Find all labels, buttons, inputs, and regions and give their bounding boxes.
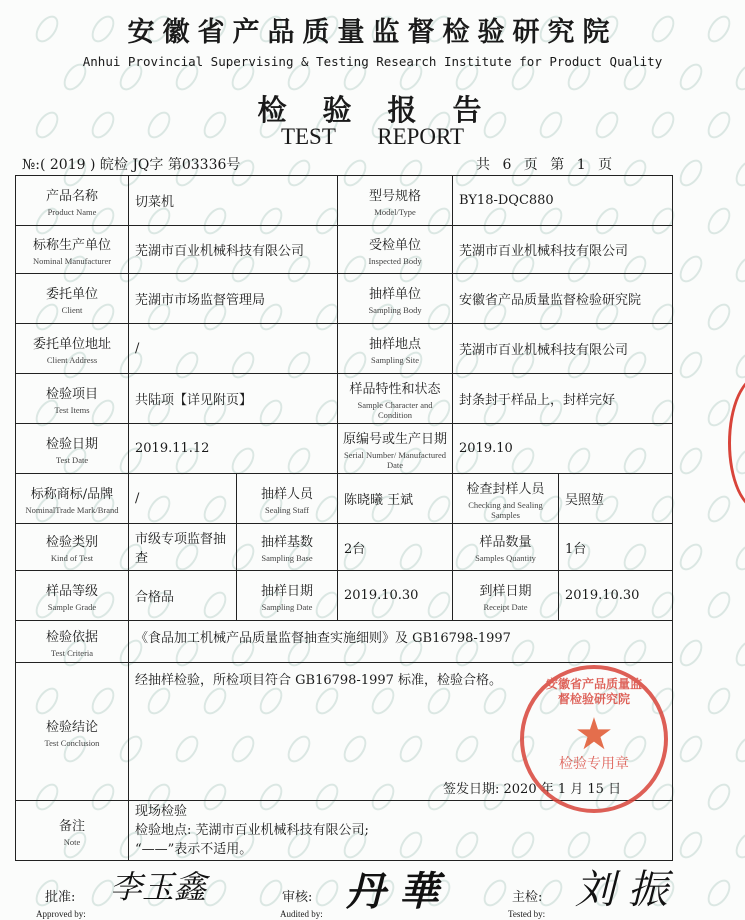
- report-title-cn: 检验报告: [257, 93, 518, 127]
- note-line: 检验地点: 芜湖市百业机械科技有限公司;: [135, 823, 369, 838]
- table-row: [16, 621, 673, 663]
- model-label: 型号规格 Model/Type: [338, 176, 453, 226]
- watermark-mark: [731, 540, 745, 575]
- checking-label: 检查封样人员 Checking and Sealing Samples: [453, 474, 559, 524]
- table-row: [16, 324, 673, 374]
- sampling-date-label: 抽样日期 Sampling Date: [237, 571, 338, 621]
- serial-value: 2019.10: [453, 424, 673, 474]
- criteria-value: 《食品加工机械产品质量监督抽查实施细则》及 GB16798-1997: [129, 621, 673, 663]
- watermark-mark: [675, 444, 707, 479]
- sealing-staff-value: 陈晓曦 王斌: [338, 474, 453, 524]
- side-seal-fragment: [728, 375, 745, 511]
- receipt-date-label: 到样日期 Receipt Date: [453, 571, 559, 621]
- watermark-mark: [703, 780, 735, 815]
- org-name-en: Anhui Provincial Supervising & Testing Research Institute for Product Quality: [82, 54, 663, 69]
- model-value: BY18-DQC880: [453, 176, 673, 226]
- test-items-value: 共陆项【详见附页】: [129, 374, 338, 424]
- sampling-date-value: 2019.10.30: [338, 571, 453, 621]
- report-title-en: TEST REPORT: [280, 124, 465, 149]
- approved-label-en: Approved by:: [36, 909, 86, 919]
- product-name-value: 切菜机: [129, 176, 338, 226]
- watermark-mark: [731, 348, 745, 383]
- watermark-mark: [311, 876, 343, 911]
- watermark-mark: [703, 588, 735, 623]
- sampling-base-label: 抽样基数 Sampling Base: [237, 524, 338, 571]
- kind-label: 检验类别 Kind of Test: [16, 524, 129, 571]
- table-row: [16, 524, 673, 571]
- report-number: №:( 2019 ) 皖检 JQ字 第03336号: [22, 157, 241, 173]
- note-line: “——”表示不适用。: [135, 842, 253, 857]
- watermark-mark: [731, 636, 745, 671]
- criteria-label: 检验依据 Test Criteria: [16, 621, 129, 663]
- tested-label: 主检:: [512, 890, 543, 905]
- star-icon: ★: [574, 709, 614, 760]
- audited-label: 审核:: [282, 890, 313, 905]
- serial-label: 原编号或生产日期 Serial Number/ Manufactured Date: [338, 424, 453, 474]
- grade-label: 样品等级 Sample Grade: [16, 571, 129, 621]
- sample-condition-label: 样品特性和状态 Sample Character and Condition: [338, 374, 453, 424]
- grade-value: 合格品: [129, 571, 237, 621]
- sampling-site-value: 芜湖市百业机械科技有限公司: [453, 324, 673, 374]
- client-address-value: /: [129, 324, 338, 374]
- audited-signature: 丹 華: [345, 868, 439, 915]
- conclusion-value: 经抽样检验，所检项目符合 GB16798-1997 标准，检验合格。: [129, 663, 673, 801]
- checking-value: 吴照堃: [559, 474, 673, 524]
- sampling-body-value: 安徽省产品质量监督检验研究院: [453, 274, 673, 324]
- client-value: 芜湖市市场监督管理局: [129, 274, 338, 324]
- inspected-body-value: 芜湖市百业机械科技有限公司: [453, 226, 673, 274]
- watermark-mark: [703, 684, 735, 719]
- watermark-mark: [675, 348, 707, 383]
- client-address-label: 委托单位地址 Client Address: [16, 324, 129, 374]
- test-date-value: 2019.11.12: [129, 424, 338, 474]
- sampling-site-label: 抽样地点 Sampling Site: [338, 324, 453, 374]
- conclusion-label: 检验结论 Test Conclusion: [16, 663, 129, 801]
- inspected-body-label: 受检单位 Inspected Body: [338, 226, 453, 274]
- table-row: [16, 226, 673, 274]
- watermark-mark: [675, 540, 707, 575]
- test-items-label: 检验项目 Test Items: [16, 374, 129, 424]
- approved-signature: 李玉鑫: [110, 868, 207, 906]
- watermark-mark: [703, 300, 735, 335]
- watermark-mark: [675, 252, 707, 287]
- note-line: 现场检验: [135, 804, 188, 819]
- watermark-mark: [731, 252, 745, 287]
- product-name-label: 产品名称 Product Name: [16, 176, 129, 226]
- trademark-value: /: [129, 474, 237, 524]
- watermark-mark: [731, 732, 745, 767]
- manufacturer-value: 芜湖市百业机械科技有限公司: [129, 226, 338, 274]
- page-count: 共 6 页 第 1 页: [476, 157, 613, 173]
- manufacturer-label: 标称生产单位 Nominal Manufacturer: [16, 226, 129, 274]
- sampling-base-value: 2台: [338, 524, 453, 571]
- tested-label-en: Tested by:: [508, 909, 546, 919]
- watermark-mark: [675, 732, 707, 767]
- watermark-mark: [675, 636, 707, 671]
- seal-bottom-text: 检验专用章: [559, 756, 629, 772]
- watermark-mark: [703, 204, 735, 239]
- receipt-date-value: 2019.10.30: [559, 571, 673, 621]
- note-label: 备注 Note: [16, 801, 129, 861]
- quantity-label: 样品数量 Samples Quantity: [453, 524, 559, 571]
- table-row: [16, 176, 673, 226]
- watermark-mark: [675, 156, 707, 191]
- seal-ring-text: 安徽省产品质量监督检验研究院: [545, 677, 642, 706]
- trademark-label: 标称商标/品牌 NominalTrade Mark/Brand: [16, 474, 129, 524]
- client-label: 委托单位 Client: [16, 274, 129, 324]
- issue-date: 签发日期: 2020 年 1 月 15 日: [443, 782, 622, 797]
- watermark-mark: [479, 876, 511, 911]
- table-row: [16, 274, 673, 324]
- watermark-mark: [675, 828, 707, 863]
- kind-value: 市级专项监督抽查: [129, 524, 237, 571]
- official-seal: [520, 665, 668, 813]
- approved-label: 批准:: [45, 890, 76, 905]
- test-date-label: 检验日期 Test Date: [16, 424, 129, 474]
- audited-label-en: Audited by:: [280, 909, 323, 919]
- watermark-mark: [703, 876, 735, 911]
- sample-condition-value: 封条封于样品上，封样完好: [453, 374, 673, 424]
- quantity-value: 1台: [559, 524, 673, 571]
- tested-signature: 刘 振: [575, 867, 668, 913]
- watermark-mark: [731, 828, 745, 863]
- watermark-mark: [703, 492, 735, 527]
- table-row: [16, 474, 673, 524]
- table-row: [16, 571, 673, 621]
- sealing-staff-label: 抽样人员 Sealing Staff: [237, 474, 338, 524]
- watermark-mark: [731, 156, 745, 191]
- table-row: [16, 424, 673, 474]
- org-name-cn: 安徽省产品质量监督检验研究院: [127, 17, 618, 48]
- table-row: [16, 374, 673, 424]
- sampling-body-label: 抽样单位 Sampling Body: [338, 274, 453, 324]
